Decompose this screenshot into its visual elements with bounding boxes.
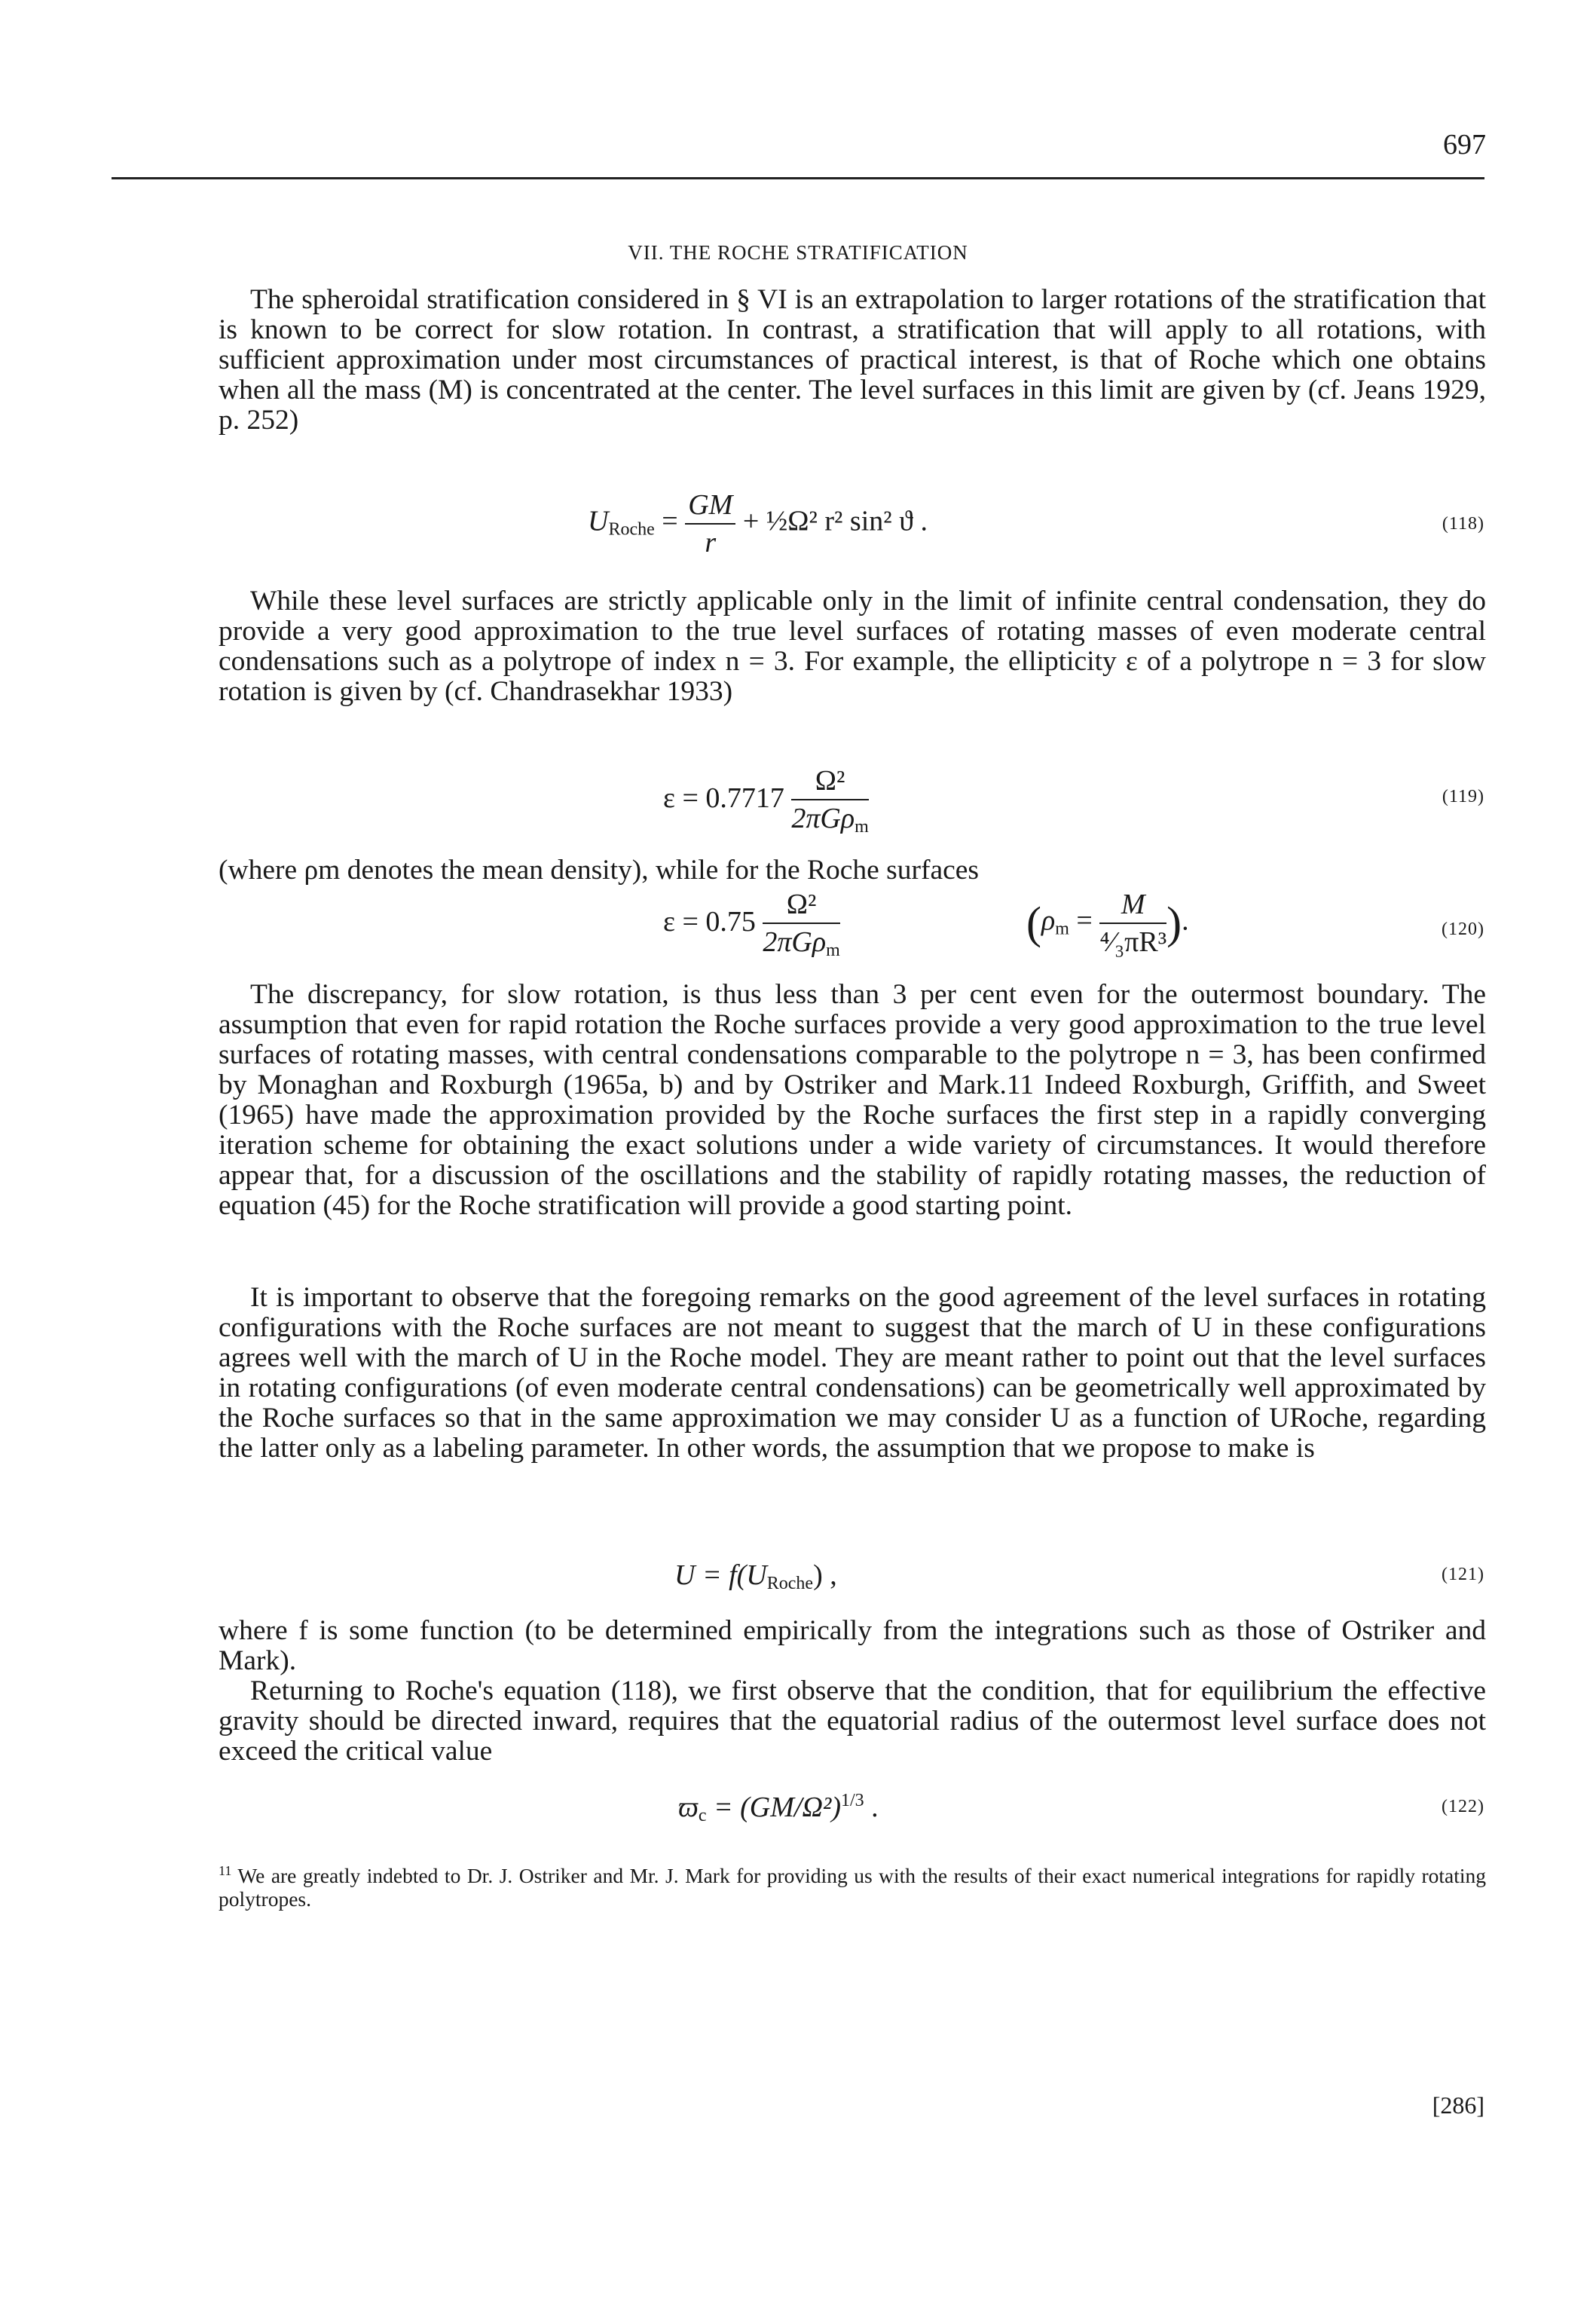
footnote-text: We are greatly indebted to Dr. J. Ostriker and Mr. J. Mark for providing us with the results of their exact numerical integrations for rapidly rotating polytropes.: [219, 1864, 1486, 1911]
paragraph-5: It is important to observe that the foregoing remarks on the good agreement of the level surfaces in rotating configurations with the Roche surfaces are not meant to suggest that the march of U in these configurations agrees well with the march of U in the Roche model. They are meant rather to point out that the level surfaces in rotating configurations (of even moderate central condensations) can be geometrically well approximated by the Roche surfaces so that in the same approximation we may consider U as a function of URoche, regarding the latter only as a labeling parameter. In other words, the assumption that we propose to make is: [219, 1282, 1486, 1464]
page-number: 697: [1443, 129, 1486, 161]
paragraph-4: The discrepancy, for slow rotation, is thus less than 3 per cent even for the outermost boundary. The assumption that even for rapid rotation the Roche surfaces provide a very good approximation to the true level surfaces of rotating masses, with central condensations comparable to the polytrope n = 3, has been confirmed by Monaghan and Roxburgh (1965a, b) and by Ostriker and Mark.11 Indeed Roxburgh, Griffith, and Sweet (1965) have made the approximation provided by the Roche surfaces the first step in a rapidly converging iteration scheme for obtaining the exact solutions under a wide variety of circumstances. It would therefore appear that, for a discussion of the oscillations and the stability of rapidly rotating masses, the reduction of equation (45) for the Roche stratification will provide a good starting point.: [219, 979, 1486, 1221]
footnote-mark: 11: [219, 1863, 232, 1878]
header-rule: [112, 177, 1484, 179]
section-title: VII. THE ROCHE STRATIFICATION: [628, 241, 968, 264]
paragraph-6: where f is some function (to be determined empirically from the integrations such as those of Ostriker and Mark).: [219, 1615, 1486, 1676]
paragraph-1: The spheroidal stratification considered in § VI is an extrapolation to larger rotations of the stratification that is known to be correct for slow rotation. In contrast, a stratification that will apply to all rotations, with sufficient approximation under most circumstances of practical interest, is that of Roche which one obtains when all the mass (M) is concentrated at the center. The level surfaces in this limit are given by (cf. Jeans 1929, p. 252): [219, 284, 1486, 436]
paragraph-7: Returning to Roche's equation (118), we first observe that the condition, that for equilibrium the effective gravity should be directed inward, requires that the equatorial radius of the outermost level surface does not exceed the critical value: [219, 1675, 1486, 1767]
paragraph-3: (where ρm denotes the mean density), while for the Roche surfaces: [219, 855, 979, 886]
paragraph-2: While these level surfaces are strictly applicable only in the limit of infinite central condensation, they do provide a very good approximation to the true level surfaces of rotating masses of even moderate central condensations such as a polytrope of index n = 3. For example, the ellipticity ε of a polytrope n = 3 for slow rotation is given by (cf. Chandrasekhar 1933): [219, 586, 1486, 707]
footnote: [219, 1859, 1486, 1911]
page-label: [286]: [1432, 2091, 1484, 2119]
